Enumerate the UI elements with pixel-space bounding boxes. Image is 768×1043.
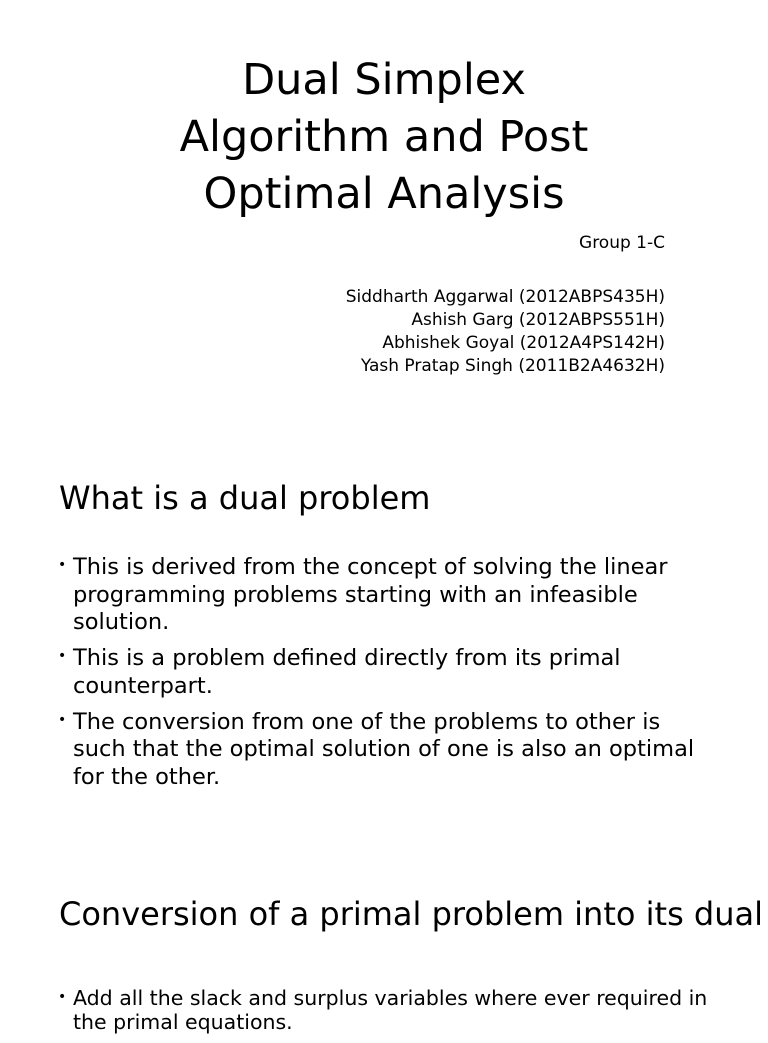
author-name: Ashish Garg (2012ABPS551H) bbox=[411, 310, 665, 330]
slide-heading: What is a dual problem bbox=[59, 479, 431, 517]
author-name: Abhishek Goyal (2012A4PS142H) bbox=[382, 333, 665, 353]
author-list bbox=[346, 286, 665, 378]
title-line: Dual Simplex bbox=[242, 55, 526, 105]
bullet-icon: • bbox=[58, 557, 67, 573]
bullet-icon: • bbox=[58, 648, 67, 664]
bullet-item bbox=[58, 709, 708, 792]
title-slide bbox=[0, 0, 768, 420]
bullet-text: This is derived from the concept of solving the linear programming problems starting with an infeasible solution. bbox=[73, 554, 668, 635]
dual-problem-slide bbox=[0, 470, 768, 830]
bullet-list bbox=[58, 986, 708, 1043]
group-label: Group 1-C bbox=[579, 233, 665, 253]
bullet-list bbox=[58, 554, 708, 800]
title-line: Optimal Analysis bbox=[203, 169, 565, 219]
slide-heading: Conversion of a primal problem into its dual bbox=[59, 895, 763, 933]
bullet-item bbox=[58, 554, 708, 637]
bullet-icon: • bbox=[58, 711, 67, 728]
bullet-icon: • bbox=[58, 989, 67, 1005]
bullet-item bbox=[58, 986, 708, 1034]
bullet-text: Add all the slack and surplus variables where ever required in the primal equations. bbox=[73, 986, 708, 1034]
bullet-item bbox=[58, 645, 708, 700]
author-name: Siddharth Aggarwal (2012ABPS435H) bbox=[345, 287, 665, 307]
title-line: Algorithm and Post bbox=[179, 112, 589, 162]
bullet-text: This is a problem defined directly from its primal counterpart. bbox=[73, 645, 621, 699]
conversion-slide bbox=[0, 894, 768, 1034]
bullet-text: The conversion from one of the problems to other is such that the optimal solution of one is also an optimal for the other. bbox=[73, 708, 695, 790]
author-name: Yash Pratap Singh (2011B2A4632H) bbox=[360, 356, 665, 376]
presentation-title bbox=[0, 52, 768, 223]
